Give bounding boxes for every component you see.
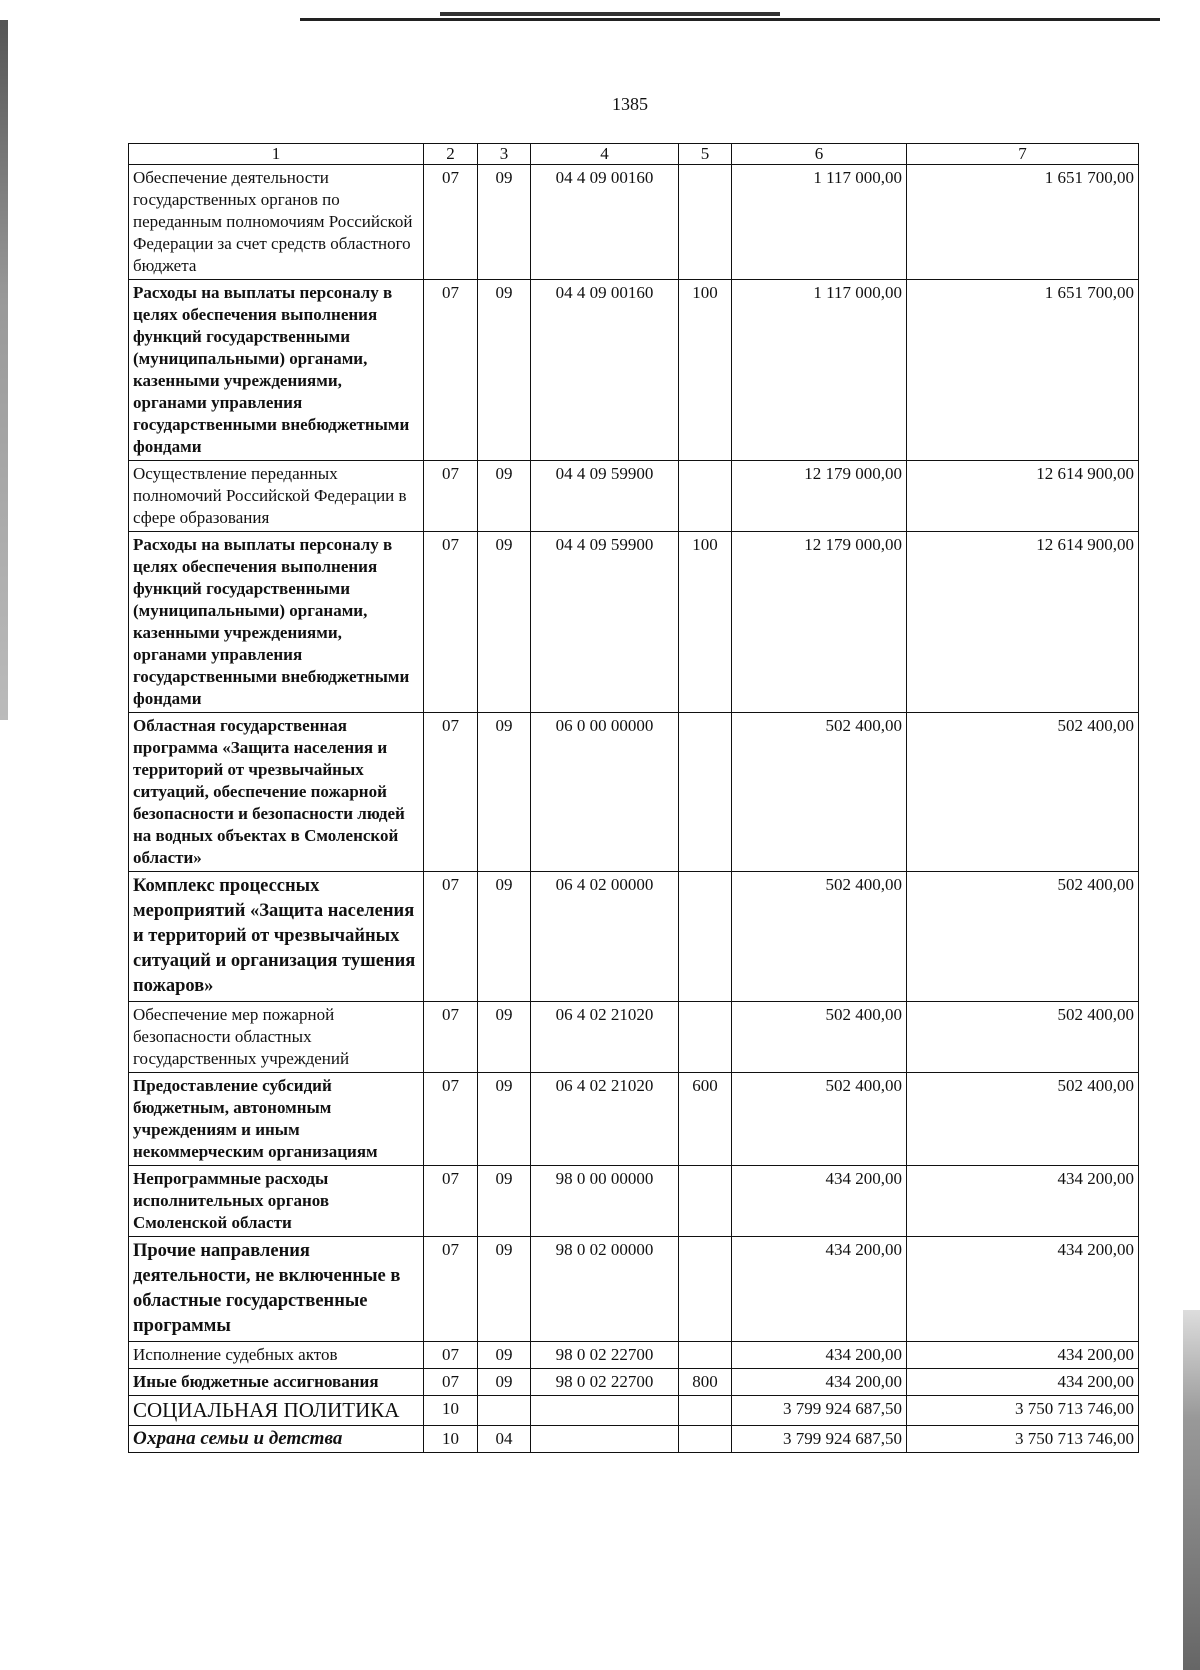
row-name: Прочие направления деятельности, не включенные в областные государственные программы [129, 1237, 424, 1342]
row-target-article: 04 4 09 00160 [531, 165, 679, 280]
row-amount-year2: 502 400,00 [907, 872, 1139, 1002]
column-header: 3 [478, 144, 531, 165]
table-row [129, 1237, 1139, 1342]
row-amount-year2: 502 400,00 [907, 713, 1139, 872]
row-amount-year2: 434 200,00 [907, 1369, 1139, 1396]
row-subsection: 09 [478, 713, 531, 872]
table-row [129, 1166, 1139, 1237]
row-subsection: 09 [478, 1073, 531, 1166]
row-section: 07 [424, 280, 478, 461]
row-amount-year2: 3 750 713 746,00 [907, 1426, 1139, 1453]
row-amount-year1: 3 799 924 687,50 [732, 1426, 907, 1453]
row-amount-year1: 502 400,00 [732, 872, 907, 1002]
table-row [129, 280, 1139, 461]
row-amount-year2: 12 614 900,00 [907, 461, 1139, 532]
row-amount-year2: 502 400,00 [907, 1002, 1139, 1073]
page-number: 1385 [612, 94, 648, 114]
row-expense-type: 800 [679, 1369, 732, 1396]
row-expense-type [679, 1396, 732, 1426]
column-header: 4 [531, 144, 679, 165]
row-amount-year2: 12 614 900,00 [907, 532, 1139, 713]
row-subsection: 09 [478, 1002, 531, 1073]
row-amount-year1: 1 117 000,00 [732, 280, 907, 461]
row-name: Предоставление субсидий бюджетным, автономным учреждениям и иным некоммерческим организациям [129, 1073, 424, 1166]
row-subsection: 09 [478, 165, 531, 280]
row-name: Иные бюджетные ассигнования [129, 1369, 424, 1396]
table-row [129, 1342, 1139, 1369]
row-name: СОЦИАЛЬНАЯ ПОЛИТИКА [129, 1396, 424, 1426]
row-section: 07 [424, 1166, 478, 1237]
row-subsection: 09 [478, 1237, 531, 1342]
row-section: 10 [424, 1396, 478, 1426]
row-target-article: 06 4 02 21020 [531, 1002, 679, 1073]
scan-artifact-left-edge [0, 20, 8, 720]
row-amount-year1: 434 200,00 [732, 1166, 907, 1237]
table-row [129, 461, 1139, 532]
row-expense-type: 100 [679, 280, 732, 461]
row-subsection: 04 [478, 1426, 531, 1453]
row-name: Осуществление переданных полномочий Российской Федерации в сфере образования [129, 461, 424, 532]
row-amount-year2: 434 200,00 [907, 1237, 1139, 1342]
row-expense-type [679, 1166, 732, 1237]
row-target-article: 98 0 02 22700 [531, 1369, 679, 1396]
row-subsection: 09 [478, 280, 531, 461]
row-expense-type [679, 1237, 732, 1342]
table-header-row [129, 144, 1139, 165]
scan-artifact-top-mark [440, 12, 780, 16]
row-expense-type: 100 [679, 532, 732, 713]
row-name: Комплекс процессных мероприятий «Защита населения и территорий от чрезвычайных ситуаций и организация тушения пожаров» [129, 872, 424, 1002]
table-body [129, 165, 1139, 1453]
row-amount-year1: 434 200,00 [732, 1237, 907, 1342]
row-subsection: 09 [478, 1369, 531, 1396]
row-amount-year2: 3 750 713 746,00 [907, 1396, 1139, 1426]
table-row [129, 532, 1139, 713]
row-target-article: 04 4 09 59900 [531, 461, 679, 532]
row-target-article: 06 4 02 00000 [531, 872, 679, 1002]
row-section: 07 [424, 1342, 478, 1369]
row-expense-type [679, 872, 732, 1002]
row-amount-year2: 434 200,00 [907, 1166, 1139, 1237]
row-section: 07 [424, 872, 478, 1002]
column-header: 6 [732, 144, 907, 165]
row-amount-year2: 502 400,00 [907, 1073, 1139, 1166]
row-expense-type: 600 [679, 1073, 732, 1166]
table-row [129, 872, 1139, 1002]
row-name: Расходы на выплаты персоналу в целях обеспечения выполнения функций государственными (муниципальными) органами, казенными учреждениями, органами управления государственными внебюджетными фондами [129, 532, 424, 713]
row-section: 07 [424, 532, 478, 713]
column-header: 2 [424, 144, 478, 165]
column-header: 7 [907, 144, 1139, 165]
row-section: 10 [424, 1426, 478, 1453]
row-expense-type [679, 165, 732, 280]
row-section: 07 [424, 1002, 478, 1073]
row-expense-type [679, 1426, 732, 1453]
row-subsection [478, 1396, 531, 1426]
row-amount-year1: 502 400,00 [732, 1002, 907, 1073]
row-name: Областная государственная программа «Защита населения и территорий от чрезвычайных ситуаций, обеспечение пожарной безопасности и безопасности людей на водных объектах в Смоленской области» [129, 713, 424, 872]
row-amount-year1: 434 200,00 [732, 1342, 907, 1369]
row-expense-type [679, 1342, 732, 1369]
table-row [129, 1369, 1139, 1396]
table-row [129, 1426, 1139, 1453]
row-section: 07 [424, 1369, 478, 1396]
row-amount-year1: 3 799 924 687,50 [732, 1396, 907, 1426]
row-name: Исполнение судебных актов [129, 1342, 424, 1369]
row-subsection: 09 [478, 532, 531, 713]
row-name: Непрограммные расходы исполнительных органов Смоленской области [129, 1166, 424, 1237]
row-target-article: 04 4 09 59900 [531, 532, 679, 713]
row-amount-year2: 434 200,00 [907, 1342, 1139, 1369]
row-amount-year1: 502 400,00 [732, 713, 907, 872]
scan-artifact-right-edge [1183, 1310, 1200, 1670]
column-header: 1 [129, 144, 424, 165]
column-header: 5 [679, 144, 732, 165]
row-section: 07 [424, 1073, 478, 1166]
row-name: Обеспечение деятельности государственных органов по переданным полномочиям Российской Федерации за счет средств областного бюджета [129, 165, 424, 280]
table-row [129, 165, 1139, 280]
row-name: Охрана семьи и детства [129, 1426, 424, 1453]
row-target-article [531, 1426, 679, 1453]
row-target-article: 98 0 02 22700 [531, 1342, 679, 1369]
row-amount-year1: 434 200,00 [732, 1369, 907, 1396]
row-amount-year2: 1 651 700,00 [907, 280, 1139, 461]
row-section: 07 [424, 165, 478, 280]
budget-table [128, 143, 1139, 1453]
row-target-article: 06 0 00 00000 [531, 713, 679, 872]
table-row [129, 713, 1139, 872]
row-subsection: 09 [478, 872, 531, 1002]
row-name: Расходы на выплаты персоналу в целях обеспечения выполнения функций государственными (муниципальными) органами, казенными учреждениями, органами управления государственными внебюджетными фондами [129, 280, 424, 461]
table-row [129, 1396, 1139, 1426]
row-target-article [531, 1396, 679, 1426]
row-amount-year1: 12 179 000,00 [732, 532, 907, 713]
row-section: 07 [424, 461, 478, 532]
row-name: Обеспечение мер пожарной безопасности областных государственных учреждений [129, 1002, 424, 1073]
row-subsection: 09 [478, 461, 531, 532]
row-expense-type [679, 461, 732, 532]
row-amount-year1: 12 179 000,00 [732, 461, 907, 532]
scan-artifact-top-line [300, 18, 1160, 21]
row-section: 07 [424, 1237, 478, 1342]
row-expense-type [679, 1002, 732, 1073]
row-target-article: 98 0 02 00000 [531, 1237, 679, 1342]
row-amount-year1: 1 117 000,00 [732, 165, 907, 280]
row-target-article: 04 4 09 00160 [531, 280, 679, 461]
row-amount-year2: 1 651 700,00 [907, 165, 1139, 280]
row-target-article: 98 0 00 00000 [531, 1166, 679, 1237]
row-subsection: 09 [478, 1342, 531, 1369]
table-row [129, 1073, 1139, 1166]
row-section: 07 [424, 713, 478, 872]
row-target-article: 06 4 02 21020 [531, 1073, 679, 1166]
row-subsection: 09 [478, 1166, 531, 1237]
table-row [129, 1002, 1139, 1073]
row-expense-type [679, 713, 732, 872]
row-amount-year1: 502 400,00 [732, 1073, 907, 1166]
